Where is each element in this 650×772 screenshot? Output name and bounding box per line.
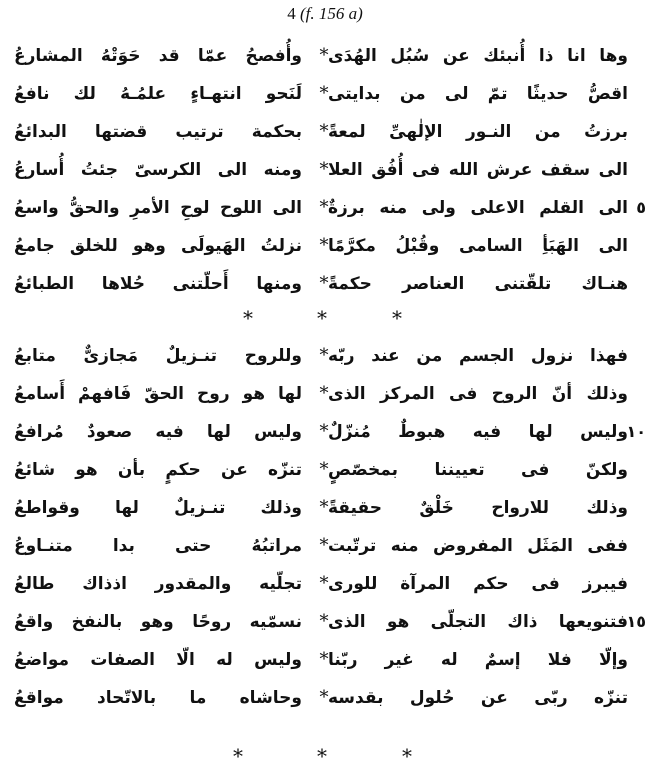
verse-line bbox=[0, 414, 650, 452]
verse-line bbox=[0, 114, 650, 152]
verse-line bbox=[0, 604, 650, 642]
hemistich-separator: * bbox=[319, 235, 329, 256]
first-hemistich: ففى المَثَل المفروض منه ترتّبت bbox=[328, 536, 628, 556]
first-hemistich: اقصُّ حديثًا تمّ لى من بدايتى bbox=[328, 84, 628, 104]
divider-asterisk: * bbox=[317, 744, 327, 768]
first-hemistich: فيبرز فى حكم المرآة للورى bbox=[328, 574, 628, 594]
verse-line bbox=[0, 152, 650, 190]
second-hemistich: وحاشاه ما بالاتّحاد مواقعُ bbox=[14, 688, 302, 708]
hemistich-separator: * bbox=[319, 573, 329, 594]
first-hemistich: وذلك للارواح خَلْقٌ حقيقةً bbox=[328, 498, 628, 518]
verse-line bbox=[0, 190, 650, 228]
second-hemistich: ومنه الى الكرسىّ جئتُ أُسارعُ bbox=[14, 160, 302, 180]
hemistich-separator: * bbox=[319, 121, 329, 142]
page-header bbox=[0, 4, 650, 24]
verse-line bbox=[0, 338, 650, 376]
hemistich-separator: * bbox=[319, 611, 329, 632]
second-hemistich: الى اللوح لوحِ الأمرِ والحقُّ واسعُ bbox=[14, 198, 302, 218]
verse-line bbox=[0, 376, 650, 414]
second-hemistich: وليس له الّا الصفات مواضعُ bbox=[14, 650, 302, 670]
first-hemistich: هنـاك تلقّتنى العناصر حكمةً bbox=[328, 274, 628, 294]
second-hemistich: وليس لها فيه صعودٌ مُرافعُ bbox=[14, 422, 302, 442]
line-number: ٥ bbox=[636, 198, 646, 217]
second-hemistich: مراتبُهُ حتى بدا متنـاوعُ bbox=[14, 536, 302, 556]
second-hemistich: وأُفصحُ عمّا قد حَوَتْهُ المشارعُ bbox=[14, 46, 302, 66]
hemistich-separator: * bbox=[319, 45, 329, 66]
first-hemistich: برزتُ من النـور الإلٰهىِّ لمعةً bbox=[328, 122, 628, 142]
first-hemistich: الى القلم الاعلى ولى منه برزةٌ bbox=[328, 198, 628, 218]
verse-line bbox=[0, 452, 650, 490]
page-number: 4 bbox=[287, 4, 296, 23]
hemistich-separator: * bbox=[319, 459, 329, 480]
first-hemistich: فتنويعها ذاك التجلّى هو الذى bbox=[328, 612, 628, 632]
hemistich-separator: * bbox=[319, 687, 329, 708]
first-hemistich: وليس لها فيه هبوطٌ مُنزّلٌ bbox=[328, 422, 628, 442]
divider-asterisk: * bbox=[243, 306, 253, 330]
hemistich-separator: * bbox=[319, 649, 329, 670]
second-hemistich: وللروح تنـزيلٌ مَجازىٌّ متابعُ bbox=[14, 346, 302, 366]
second-hemistich: بحكمة ترتيب قضتها البدائعُ bbox=[14, 122, 302, 142]
verse-line bbox=[0, 228, 650, 266]
folio-reference: (f. 156 a) bbox=[299, 4, 363, 23]
divider-asterisk: * bbox=[392, 306, 402, 330]
verse-line bbox=[0, 76, 650, 114]
divider-asterisk: * bbox=[402, 744, 412, 768]
line-number: ١٥ bbox=[626, 612, 646, 631]
second-hemistich: لَنَحو انتهـاءٍ علمُـهُ لك نافعُ bbox=[14, 84, 302, 104]
first-hemistich: وإلّا فلا إسمٌ له غير ربّنا bbox=[328, 650, 628, 670]
verse-line bbox=[0, 38, 650, 76]
stanza-divider bbox=[0, 304, 650, 338]
second-hemistich: وذلك تنـزيلٌ لها وقواطعُ bbox=[14, 498, 302, 518]
line-number: ١٠ bbox=[626, 422, 646, 441]
verse-line bbox=[0, 642, 650, 680]
divider-asterisk: * bbox=[233, 744, 243, 768]
hemistich-separator: * bbox=[319, 497, 329, 518]
hemistich-separator: * bbox=[319, 197, 329, 218]
verse-line bbox=[0, 490, 650, 528]
second-hemistich: نزلتُ الهَيولَى وهو للخلق جامعُ bbox=[14, 236, 302, 256]
first-hemistich: وذلك أنّ الروح فى المركز الذى bbox=[328, 384, 628, 404]
second-hemistich: لها هو روح الحقّ فَافهمْ أَسامعُ bbox=[14, 384, 302, 404]
first-hemistich: وها انا ذا أُنبئك عن سُبُل الهُدَى bbox=[328, 46, 628, 66]
hemistich-separator: * bbox=[319, 345, 329, 366]
poem bbox=[0, 38, 650, 718]
hemistich-separator: * bbox=[319, 273, 329, 294]
second-hemistich: ومنها أَحلّتنى حُلاها الطبائعُ bbox=[14, 274, 302, 294]
first-hemistich: تنزّه ربّى عن حُلول بقدسه bbox=[328, 688, 628, 708]
hemistich-separator: * bbox=[319, 159, 329, 180]
stanza-1 bbox=[0, 38, 650, 304]
verse-line bbox=[0, 566, 650, 604]
second-hemistich: نسمّيه روحًا وهو بالنفخ واقعُ bbox=[14, 612, 302, 632]
hemistich-separator: * bbox=[319, 83, 329, 104]
hemistich-separator: * bbox=[319, 383, 329, 404]
first-hemistich: الى سقف عرش الله فى أُفُق العلا bbox=[328, 160, 628, 180]
verse-line bbox=[0, 680, 650, 718]
second-hemistich: تنزّه عن حكمٍ بأن هو شائعُ bbox=[14, 460, 302, 480]
first-hemistich: الى الهَبَأِ السامى وقُبْلُ مكرَّمًا bbox=[328, 236, 628, 256]
hemistich-separator: * bbox=[319, 421, 329, 442]
stanza-2 bbox=[0, 338, 650, 718]
first-hemistich: ولكنّ فى تعييننا بمخصّصٍ bbox=[328, 460, 628, 480]
closing-divider bbox=[0, 744, 650, 772]
second-hemistich: تجلّيه والمقدور اذذاك طالعُ bbox=[14, 574, 302, 594]
hemistich-separator: * bbox=[319, 535, 329, 556]
divider-asterisk: * bbox=[317, 306, 327, 330]
verse-line bbox=[0, 528, 650, 566]
first-hemistich: فهذا نزول الجسم من عند ربّه bbox=[328, 346, 628, 366]
verse-line bbox=[0, 266, 650, 304]
